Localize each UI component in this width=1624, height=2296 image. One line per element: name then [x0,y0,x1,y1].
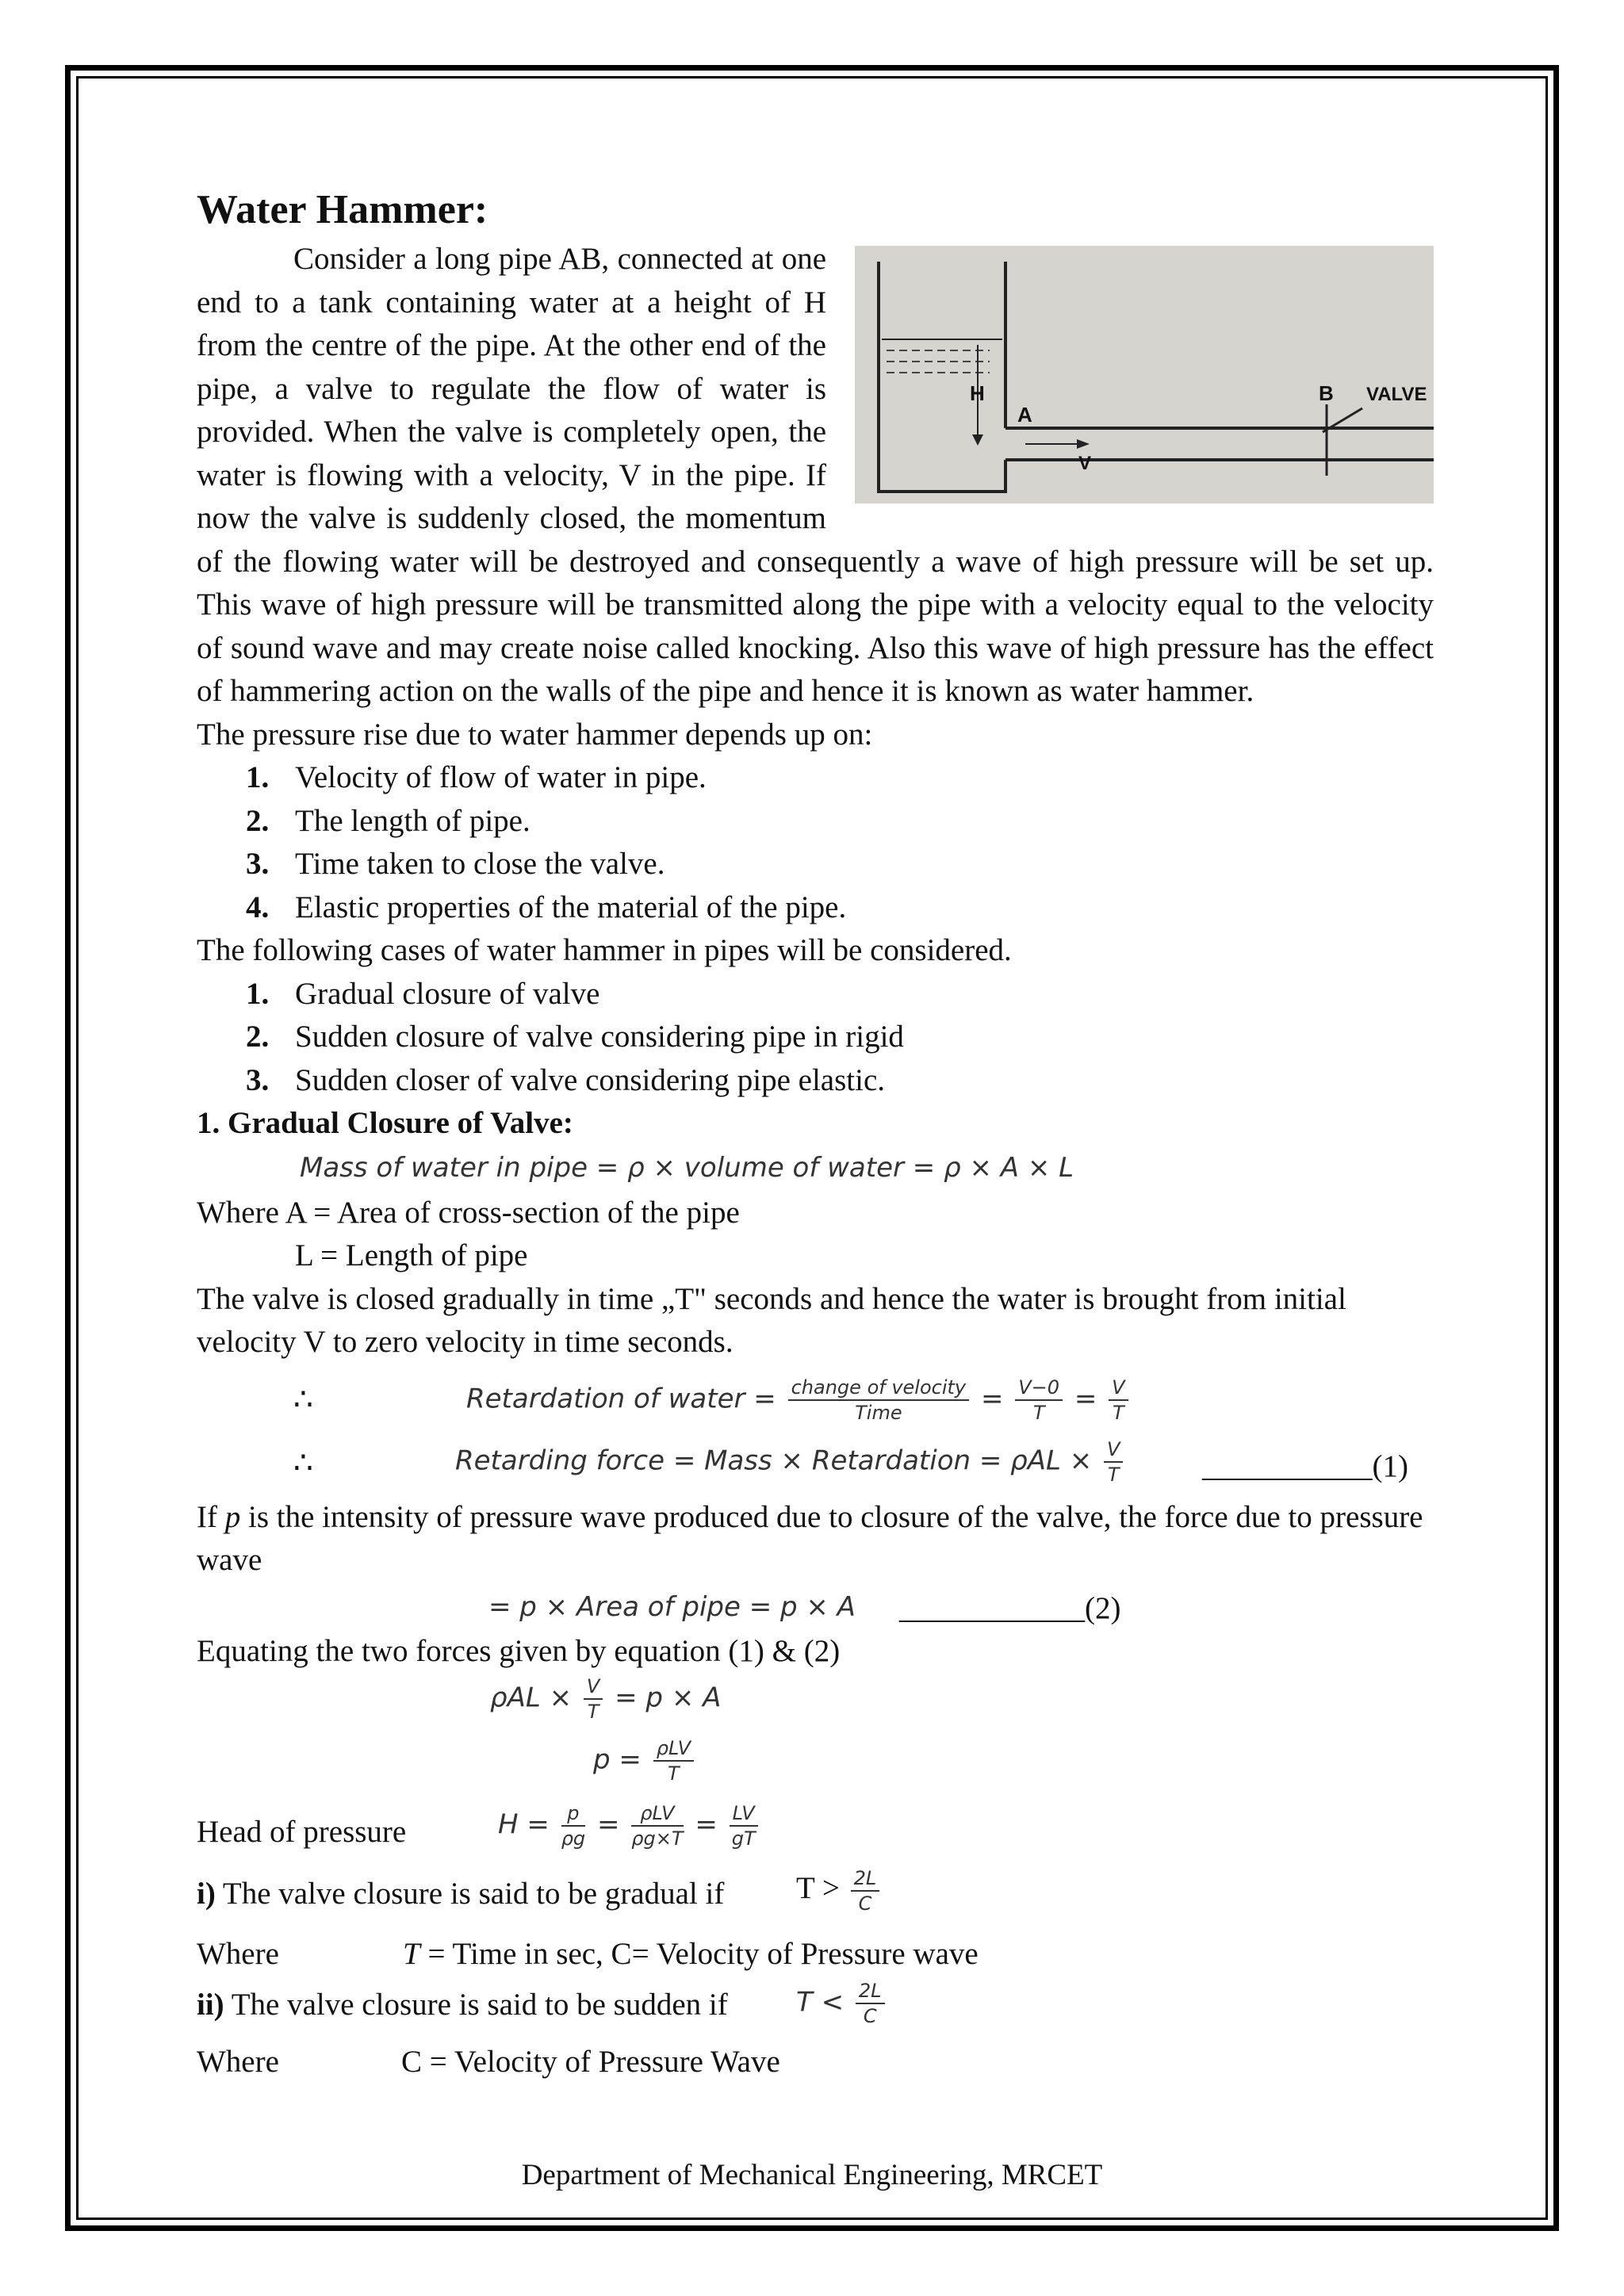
valve-closed-text: The valve is closed gradually in time „T" seconds and hence the water is brought from initial velocity V to zero velocity in time seconds. [197,1281,1346,1359]
page-title: Water Hammer: [197,187,488,232]
list-item: 2. Sudden closure of valve considering pipe in rigid [246,1020,904,1054]
equation-head: Head of pressure H = $\frac{p}{\rho g}$ = $\frac{\text{ρLV}}{\rho g\times T}$ = $\frac{LV}{gT}$ [197,1798,1434,1865]
where-area: Where A = Area of cross-section of the pipe [197,1195,740,1230]
equation-retarding-force: ∴ Retarding force = Mass × Retardation = ρAL × $\frac{V}{T}$ ___________(1) [197,1433,1434,1496]
equation-retardation: ∴ Retardation of water = $\frac{\text{change of velocity}}{\text{Time}}$ = $\frac{V-0}{T}$ = $\frac{V}{T}$ [197,1364,1434,1433]
equation-pressure-force: = p × Area of pipe = p × A ____________(2) [197,1582,1434,1630]
list-item: 2. The length of pipe. [246,803,530,838]
equation-tag-2: ____________(2) [899,1590,1121,1625]
therefore-symbol: ∴ [293,1445,313,1480]
page-footer: Department of Mechanical Engineering, MRCET [521,2159,1103,2191]
condition-gradual: i) The valve closure is said to be gradual if T > $\frac{2L}{C}$ [197,1865,1434,1930]
where-length: L = Length of pipe [295,1238,528,1272]
equation-tag-1: ___________(1) [1202,1448,1408,1483]
equation-mass: Mass of water in pipe = ρ × volume of water = ρ × A × L [300,1151,1074,1184]
page-content [197,182,1434,2085]
pipe-diagram [855,246,1434,503]
where-time: Where T = Time in sec, C= Velocity of Pressure wave [197,1937,979,1971]
figure-label-valve: VALVE [1366,384,1427,405]
figure-label-a: A [1017,403,1032,427]
equation-equate: ρAL × $\frac{V}{T}$ = p × A [490,1675,722,1723]
where-velocity: Where C = Velocity of Pressure Wave [197,2045,780,2079]
intro-paragraph: Consider a long pipe AB, connected at one end to a tank containing water at a height of H from the centre of the pipe. At the other end of the pipe, a valve to regulate the flow of water is provided. When the valve is completely open, the water is flowing with a velocity, V in the pipe. If now the valve is suddenly closed, the momentum of the flowing water will be destroyed and consequently a wave of high pressure will be set up. This wave of high pressure will be transmitted along the pipe with a velocity equal to the velocity of sound wave and may create noise called knocking. Also this wave of high pressure has the effect of hammering action on the walls of the pipe and hence it is known as water hammer. [197,242,1434,708]
cases-list [197,973,1434,1103]
pressure-wave-text: If p is the intensity of pressure wave produced due to closure of the valve, the force due to pressure wave [197,1499,1423,1577]
figure-label-b: B [1319,381,1334,405]
pressure-rise-intro: The pressure rise due to water hammer depends up on: [197,717,873,752]
list-item: 4. Elastic properties of the material of the pipe. [246,890,847,924]
equation-p: p = $\frac{\text{ρLV}}{T}$ [197,1732,1434,1798]
head-label: Head of pressure [197,1815,407,1849]
water-hammer-figure [855,246,1434,503]
condition-sudden: ii) The valve closure is said to be sudden if T < $\frac{2L}{C}$ [197,1979,1434,2038]
cases-intro: The following cases of water hammer in pipes will be considered. [197,933,1012,967]
section-title: 1. Gradual Closure of Valve: [197,1106,573,1140]
list-item: 3. Sudden closer of valve considering pipe elastic. [246,1062,886,1097]
therefore-symbol: ∴ [293,1382,313,1417]
figure-label-v: V [1078,453,1092,474]
equating-text: Equating the two forces given by equation (1) & (2) [197,1633,841,1668]
pressure-factors-list [197,756,1434,929]
list-item: 3. Time taken to close the valve. [246,847,665,881]
list-item: 1. Velocity of flow of water in pipe. [246,760,707,794]
list-item: 1. Gradual closure of valve [246,976,600,1011]
figure-label-h: H [970,381,985,405]
